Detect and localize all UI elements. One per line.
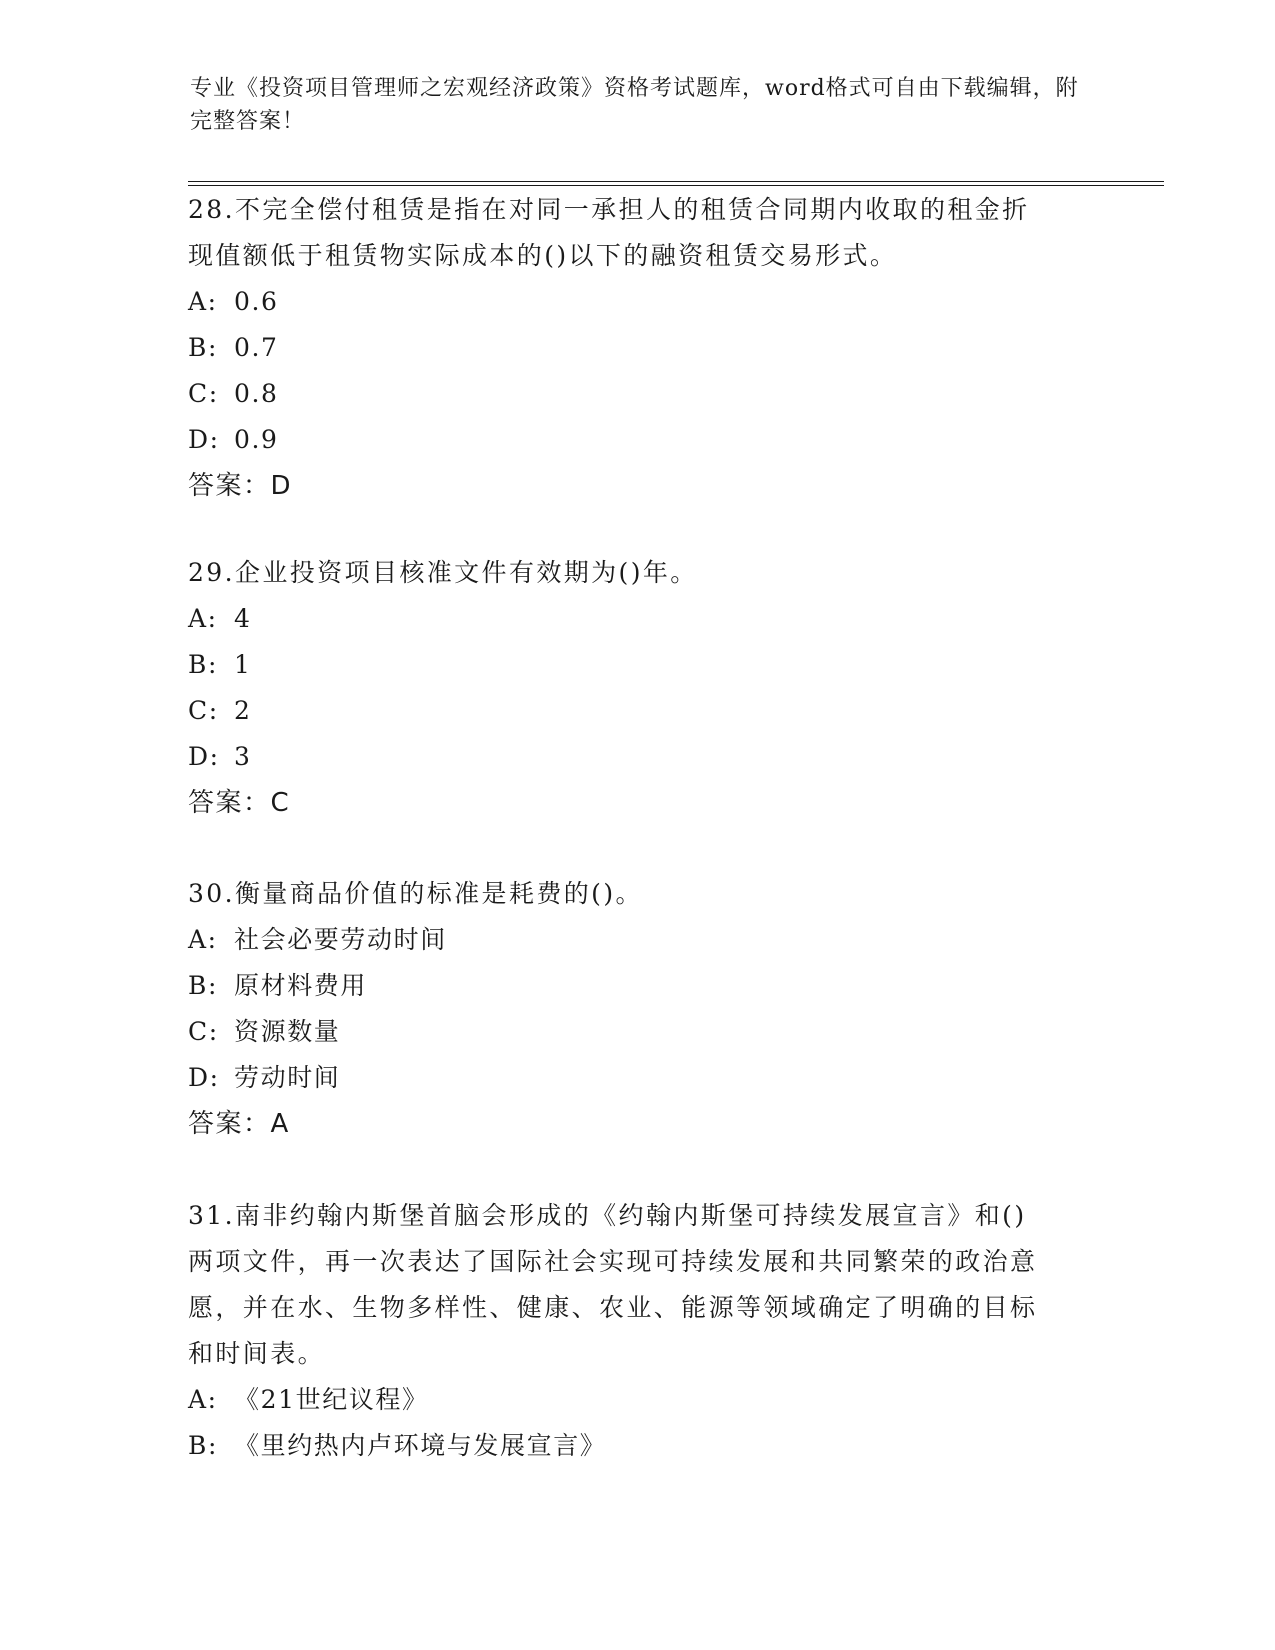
option-a — [188, 596, 1088, 642]
option-d — [188, 417, 1088, 463]
option-a — [188, 917, 1088, 963]
option-b — [188, 325, 1088, 371]
question-29 — [188, 550, 1088, 826]
option-b — [188, 642, 1088, 688]
option-letter: B: — [188, 1431, 218, 1460]
option-text: 《21世纪议程》 — [234, 1385, 429, 1414]
option-c — [188, 371, 1088, 417]
option-letter: A: — [188, 287, 218, 316]
answer-line: 答案：D — [188, 471, 293, 501]
option-letter: B: — [188, 971, 218, 1000]
option-letter: B: — [188, 650, 218, 679]
header-divider-bottom — [188, 185, 1164, 186]
option-letter: B: — [188, 333, 218, 362]
option-text: 0.9 — [234, 425, 279, 454]
option-b — [188, 963, 1088, 1009]
option-text: 《里约热内卢环境与发展宣言》 — [234, 1431, 607, 1460]
option-text: 0.6 — [234, 287, 279, 316]
question-31 — [188, 1193, 1088, 1469]
question-30 — [188, 871, 1088, 1147]
option-text: 0.8 — [234, 379, 279, 408]
option-letter: A: — [188, 925, 218, 954]
answer-line: 答案：A — [188, 1109, 290, 1139]
question-stem: 29.企业投资项目核准文件有效期为()年。 — [188, 558, 698, 587]
option-text: 4 — [234, 604, 252, 633]
question-28 — [188, 187, 1088, 509]
option-a — [188, 1377, 1088, 1423]
option-letter: D: — [188, 742, 220, 771]
option-text: 资源数量 — [234, 1017, 341, 1046]
option-d — [188, 1055, 1088, 1101]
option-text: 社会必要劳动时间 — [234, 925, 447, 954]
option-letter: A: — [188, 1385, 218, 1414]
option-text: 劳动时间 — [234, 1063, 341, 1092]
question-stem: 30.衡量商品价值的标准是耗费的()。 — [188, 879, 643, 908]
option-text: 3 — [234, 742, 252, 771]
option-text: 0.7 — [234, 333, 279, 362]
option-letter: C: — [188, 379, 219, 408]
option-c — [188, 688, 1088, 734]
question-stem: 31.南非约翰内斯堡首脑会形成的《约翰内斯堡可持续发展宣言》和()两项文件，再一次表达了国际社会实现可持续发展和共同繁荣的政治意愿，并在水、生物多样性、健康、农业、能源等领域确定了明确的目标和时间表。 — [188, 1201, 1038, 1368]
option-text: 2 — [234, 696, 252, 725]
question-stem: 28.不完全偿付租赁是指在对同一承担人的租赁合同期内收取的租金折现值额低于租赁物实际成本的()以下的融资租赁交易形式。 — [188, 195, 1030, 270]
option-letter: C: — [188, 696, 219, 725]
option-text: 1 — [234, 650, 252, 679]
option-c — [188, 1009, 1088, 1055]
option-letter: D: — [188, 1063, 220, 1092]
option-letter: D: — [188, 425, 220, 454]
answer-line: 答案：C — [188, 788, 291, 818]
option-a — [188, 279, 1088, 325]
option-b — [188, 1423, 1088, 1469]
option-d — [188, 734, 1088, 780]
header-divider-top — [188, 181, 1164, 182]
option-letter: A: — [188, 604, 218, 633]
option-letter: C: — [188, 1017, 219, 1046]
option-text: 原材料费用 — [234, 971, 368, 1000]
document-header-intro: 专业《投资项目管理师之宏观经济政策》资格考试题库，word格式可自由下载编辑，附完整答案！ — [190, 76, 1079, 134]
